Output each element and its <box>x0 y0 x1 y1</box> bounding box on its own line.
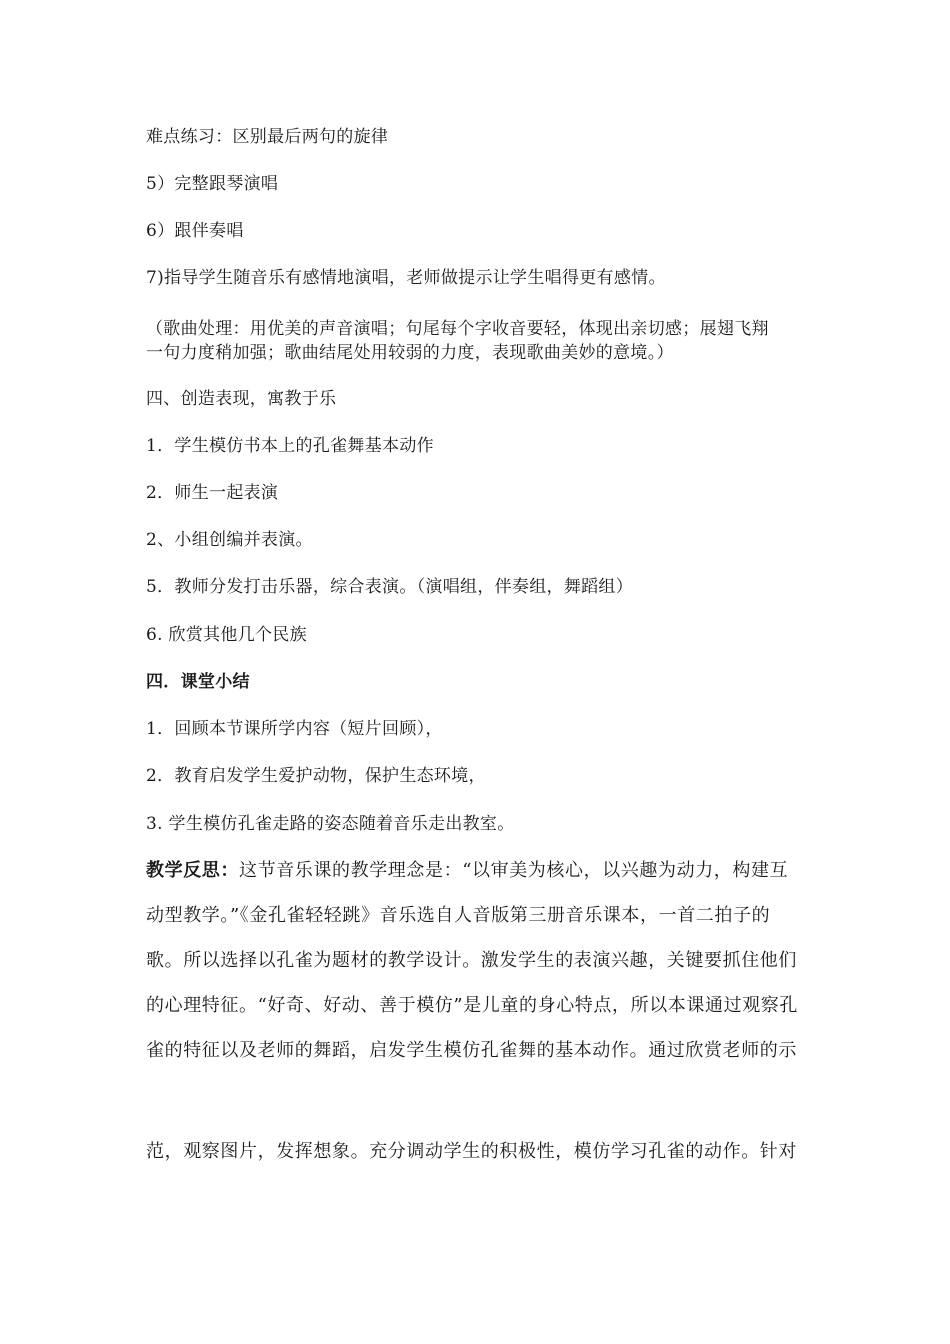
summary-item-2: 2．教育启发学生爱护动物，保护生态环境， <box>146 766 486 786</box>
reflection-label: 教学反思： <box>146 860 239 881</box>
reflection-paragraph <box>146 848 816 1073</box>
difficulty-practice-line: 难点练习：区别最后两句的旋律 <box>146 127 389 147</box>
reflection-row-4: 的心理特征。“好奇、好动、善于模仿”是儿童的身心特点，所以本课通过观察孔 <box>146 995 799 1016</box>
creative-item-5: 6. 欣赏其他几个民族 <box>146 625 307 645</box>
step-5-line: 5）完整跟琴演唱 <box>146 174 279 194</box>
summary-item-3: 3. 学生模仿孔雀走路的姿态随着音乐走出教室。 <box>146 814 515 834</box>
section-heading-creative: 四、创造表现，寓教于乐 <box>146 389 337 409</box>
creative-item-2: 2．师生一起表演 <box>146 483 279 503</box>
reflection-row-3: 歌。所以选择以孔雀为题材的教学设计。激发学生的表演兴趣，关键要抓住他们 <box>146 950 797 971</box>
creative-item-1: 1．学生模仿书本上的孔雀舞基本动作 <box>146 436 434 456</box>
song-processing-line-2: 一句力度稍加强；歌曲结尾处用较弱的力度，表现歌曲美妙的意境。） <box>146 343 674 363</box>
section-heading-summary: 四．课堂小结 <box>146 672 250 692</box>
reflection-row-6: 范，观察图片，发挥想象。充分调动学生的积极性，模仿学习孔雀的动作。针对 <box>146 1141 797 1162</box>
creative-item-3: 2、小组创编并表演。 <box>146 530 313 550</box>
song-processing-line-1: （歌曲处理：用优美的声音演唱；句尾每个字收音要轻，体现出亲切感；展翅飞翔 <box>146 319 769 339</box>
creative-item-4: 5．教师分发打击乐器，综合表演。（演唱组，伴奏组，舞蹈组） <box>146 577 634 597</box>
reflection-row-5: 雀的特征以及老师的舞蹈，启发学生模仿孔雀舞的基本动作。通过欣赏老师的示 <box>146 1040 797 1061</box>
step-6-line: 6）跟伴奏唱 <box>146 221 244 241</box>
reflection-row-1: 教学反思：这节音乐课的教学理念是：“以审美为核心，以兴趣为动力，构建互 <box>146 860 789 881</box>
summary-item-1: 1．回顾本节课所学内容（短片回顾）， <box>146 719 443 739</box>
reflection-row-2: 动型教学。”《金孔雀轻轻跳》音乐选自人音版第三册音乐课本，一首二拍子的 <box>146 905 771 926</box>
step-7-line: 7)指导学生随音乐有感情地演唱，老师做提示让学生唱得更有感情。 <box>146 268 666 288</box>
